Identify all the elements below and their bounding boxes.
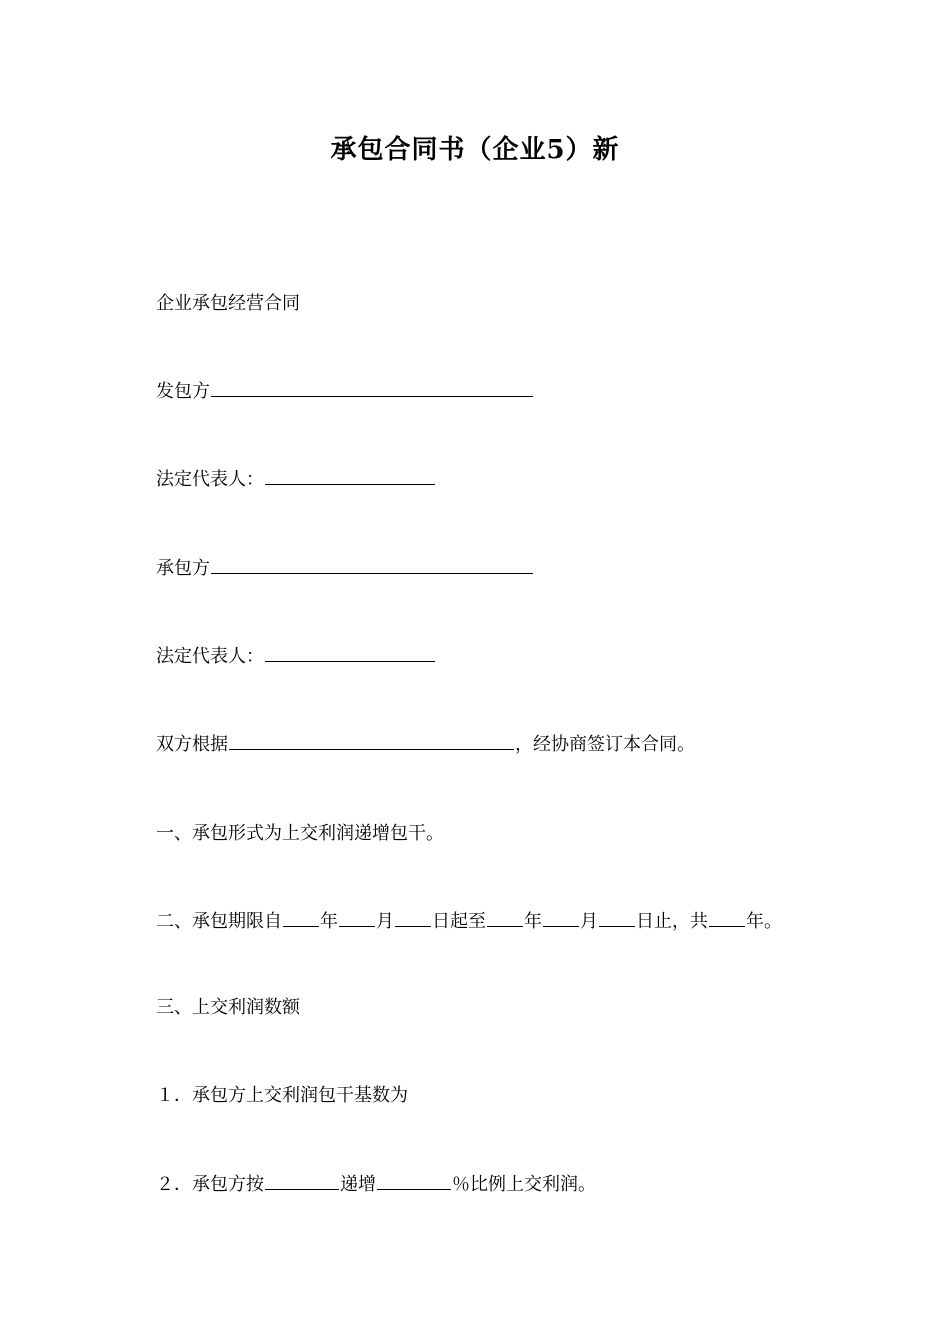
clause-1-text: 一、承包形式为上交利润递增包干。 bbox=[156, 823, 444, 844]
employer-rep-line bbox=[156, 466, 436, 494]
clause-3 bbox=[156, 994, 300, 1022]
clause-2-part-4: 日起至 bbox=[432, 911, 486, 932]
employer-rep-label: 法定代表人： bbox=[156, 469, 264, 490]
clause-2 bbox=[156, 908, 782, 936]
rate-blank[interactable] bbox=[377, 1171, 451, 1190]
basis-line bbox=[156, 731, 695, 759]
clause-2-part-1: 二、承包期限自 bbox=[156, 911, 282, 932]
contractor-line bbox=[156, 555, 534, 583]
document-title: 承包合同书（企业5）新 bbox=[330, 135, 620, 165]
contractor-rep-line bbox=[156, 643, 436, 671]
clause-2-part-3: 月 bbox=[376, 911, 394, 932]
start-day-blank[interactable] bbox=[395, 908, 431, 927]
clause-3-item-1-text: １．承包方上交利润包干基数为 bbox=[156, 1085, 408, 1106]
basis-suffix: ，经协商签订本合同。 bbox=[515, 734, 695, 755]
start-year-blank[interactable] bbox=[283, 908, 319, 927]
total-years-blank[interactable] bbox=[709, 908, 745, 927]
basis-blank[interactable] bbox=[229, 731, 514, 750]
employer-rep-blank[interactable] bbox=[265, 466, 435, 485]
contractor-blank[interactable] bbox=[211, 555, 533, 574]
clause-1 bbox=[156, 820, 444, 848]
employer-label: 发包方 bbox=[156, 381, 210, 402]
contract-heading bbox=[156, 290, 300, 318]
end-year-blank[interactable] bbox=[487, 908, 523, 927]
clause-2-part-2: 年 bbox=[320, 911, 338, 932]
employer-line bbox=[156, 378, 534, 406]
clause-3-item-2-part-1: ２．承包方按 bbox=[156, 1174, 264, 1195]
clause-2-part-7: 日止，共 bbox=[636, 911, 708, 932]
employer-blank[interactable] bbox=[211, 378, 533, 397]
contractor-rep-label: 法定代表人： bbox=[156, 646, 264, 667]
clause-3-text: 三、上交利润数额 bbox=[156, 997, 300, 1018]
clause-3-item-2 bbox=[156, 1171, 596, 1199]
clause-3-item-2-part-2: 递增 bbox=[340, 1174, 376, 1195]
base-blank[interactable] bbox=[265, 1171, 339, 1190]
clause-2-part-6: 月 bbox=[580, 911, 598, 932]
end-day-blank[interactable] bbox=[599, 908, 635, 927]
start-month-blank[interactable] bbox=[339, 908, 375, 927]
clause-2-part-5: 年 bbox=[524, 911, 542, 932]
clause-3-item-2-part-3: ％比例上交利润。 bbox=[452, 1174, 596, 1195]
clause-2-part-8: 年。 bbox=[746, 911, 782, 932]
basis-prefix: 双方根据 bbox=[156, 734, 228, 755]
clause-3-item-1 bbox=[156, 1082, 408, 1110]
contractor-label: 承包方 bbox=[156, 558, 210, 579]
contractor-rep-blank[interactable] bbox=[265, 643, 435, 662]
contract-heading-text: 企业承包经营合同 bbox=[156, 293, 300, 314]
end-month-blank[interactable] bbox=[543, 908, 579, 927]
